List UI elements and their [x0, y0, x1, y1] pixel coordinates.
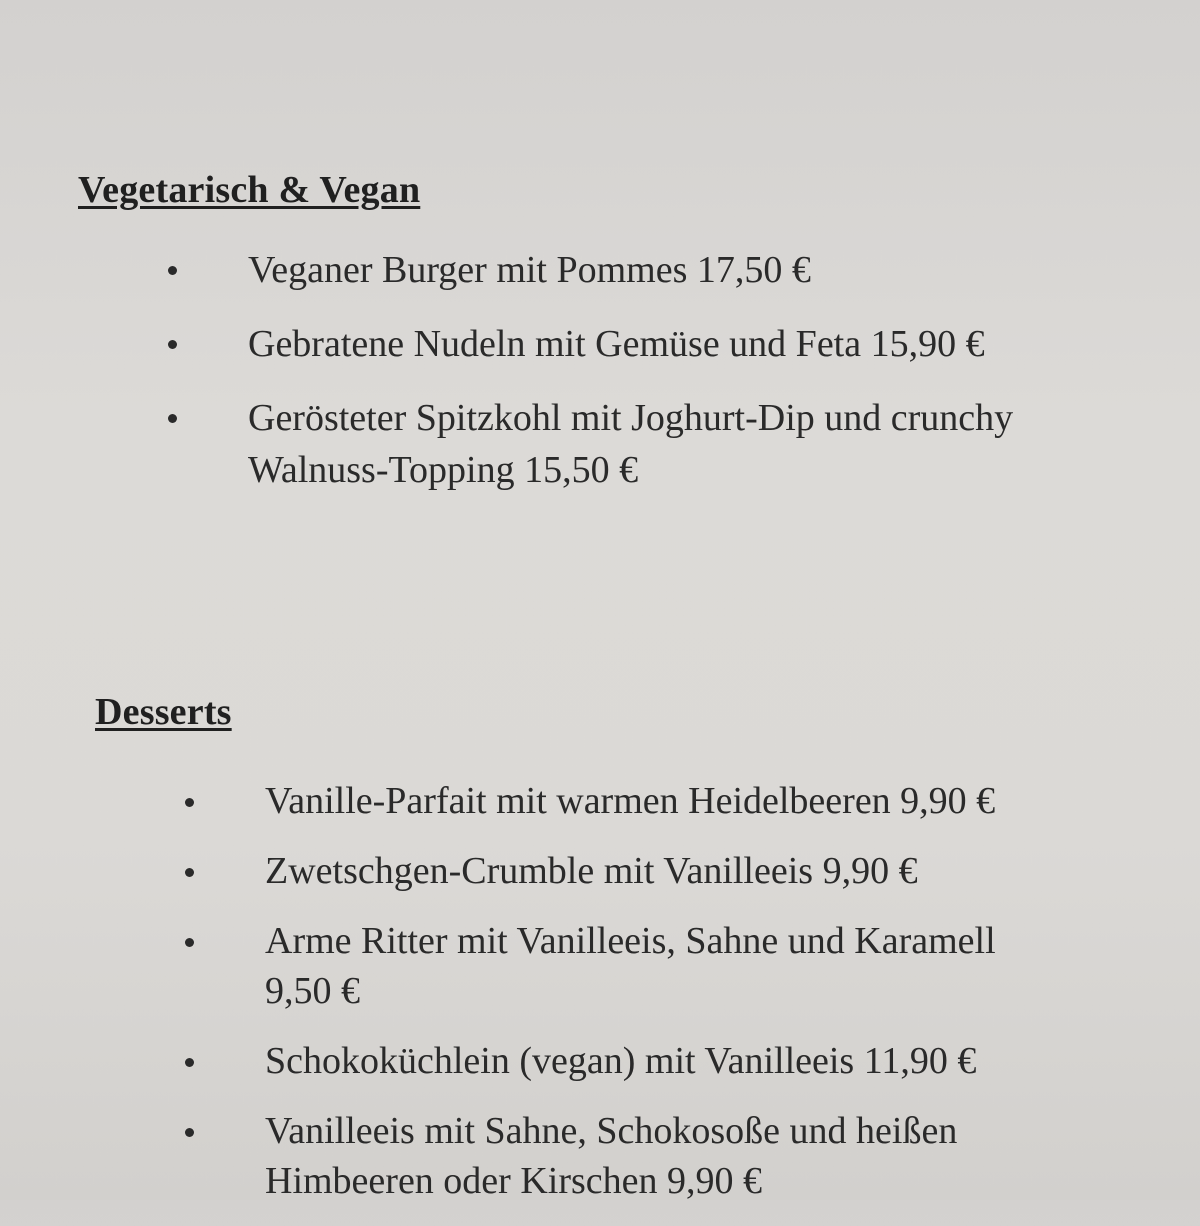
- menu-item-text: Vanilleeis mit Sahne, Schokosoße und heißen Himbeeren oder Kirschen 9,90 €: [265, 1110, 958, 1202]
- menu-item: [95, 1106, 1155, 1206]
- bullet-icon: [185, 1036, 195, 1086]
- section-vegetarian-vegan: [78, 168, 1138, 518]
- bullet-icon: [185, 776, 195, 826]
- menu-item-text: Schokoküchlein (vegan) mit Vanilleeis 11,90 €: [265, 1040, 977, 1082]
- menu-item: [95, 776, 1155, 826]
- menu-item-text: Vanille-Parfait mit warmen Heidelbeeren 9,90 €: [265, 780, 996, 822]
- menu-item: [78, 392, 1138, 496]
- menu-item-list: [78, 244, 1138, 496]
- bullet-icon: [168, 392, 178, 444]
- menu-item-text: Gebratene Nudeln mit Gemüse und Feta 15,90 €: [248, 323, 985, 365]
- menu-item-list: [95, 776, 1155, 1206]
- menu-item: [78, 244, 1138, 296]
- menu-item-text: Zwetschgen-Crumble mit Vanilleeis 9,90 €: [265, 850, 918, 892]
- menu-item-text: Arme Ritter mit Vanilleeis, Sahne und Karamell 9,50 €: [265, 920, 996, 1012]
- menu-item-text: Gerösteter Spitzkohl mit Joghurt-Dip und crunchy Walnuss-Topping 15,50 €: [248, 397, 1014, 491]
- bullet-icon: [168, 318, 178, 370]
- bullet-icon: [168, 244, 178, 296]
- bullet-icon: [185, 846, 195, 896]
- menu-item: [95, 1036, 1155, 1086]
- section-heading: Vegetarisch & Vegan: [78, 169, 421, 211]
- bullet-icon: [185, 1106, 195, 1156]
- bullet-icon: [185, 916, 195, 966]
- menu-item: [78, 318, 1138, 370]
- menu-item-text: Veganer Burger mit Pommes 17,50 €: [248, 249, 811, 291]
- section-heading: Desserts: [95, 691, 232, 733]
- menu-item: [95, 916, 1155, 1016]
- menu-item: [95, 846, 1155, 896]
- section-desserts: [95, 690, 1155, 1226]
